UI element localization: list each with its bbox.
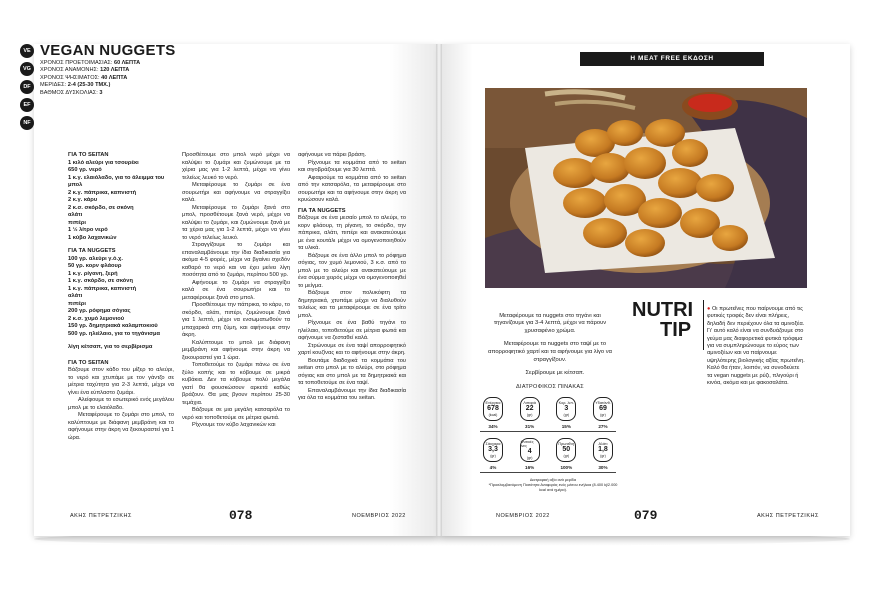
ingredient-line: 1 κιλό αλεύρι για τσουρέκι bbox=[68, 159, 139, 166]
nutrition-badge bbox=[483, 438, 503, 462]
nutrient-value: 4 bbox=[527, 448, 532, 455]
diet-badge: VG bbox=[20, 62, 34, 76]
ingredient-line: 2 κ.γ. πάπρικα, καπνιστή bbox=[68, 189, 137, 196]
ingredient-line: αλάτι bbox=[68, 293, 83, 299]
nutrition-cell bbox=[590, 397, 616, 429]
meta-label: ΜΕΡΙΔΕΣ: bbox=[40, 82, 67, 89]
meta-row bbox=[40, 82, 140, 89]
method-paragraph: Ρίχνουμε τα κομμάτια από το seitan και σιγοβράζουμε για 30 λεπτά. bbox=[298, 159, 406, 173]
method-paragraph: Βάζουμε σε ένα μεσαίο μπολ το αλεύρι, το κορν φλάουρ, τη ρίγανη, το σκόρδο, την πάπρικα, αλάτι, πιπέρι και ανακατεύουμε με ένα κουτάλι μέχρι να ομογενοποιηθούν τα υλικά. bbox=[298, 215, 406, 251]
nutrition-cell bbox=[590, 438, 616, 470]
method-paragraph: Στραγγίζουμε το ζυμάρι και επαναλαμβάνουμε την ίδια διαδικασία για ακόμα 4-5 φορές, μέχρι να βγαίνει σχεδόν καθαρό το νερό και να έχει μείνει λίγη ποσότητα από το ζυμάρι, περίπου 500 γρ. bbox=[182, 242, 290, 278]
ingredient-line: 2 κ.γ. κάρυ bbox=[68, 197, 98, 203]
method-paragraph: Μεταφέρουμε τα nuggets στο ταψί με το απορροφητικό χαρτί και τα αφήνουμε για λίγο να στραγγίξουν. bbox=[488, 341, 612, 363]
meta-value: 60 ΛΕΠΤΑ bbox=[114, 60, 141, 66]
meta-row bbox=[40, 75, 140, 82]
ingredient-line: 1 κ.γ. σκόρδο, σε σκόνη bbox=[68, 278, 133, 284]
ingredient-line: 1 ½ λίτρο νερό bbox=[68, 227, 108, 233]
page-number: 078 bbox=[229, 508, 253, 523]
nutrition-cell bbox=[480, 397, 506, 429]
nutrition-footnote bbox=[488, 478, 618, 493]
ingredient-line: αλάτι bbox=[68, 212, 83, 218]
nutrient-name: Αλάτι bbox=[598, 442, 608, 446]
method-paragraph: Αλείφουμε το εσωτερικό ενός μεγάλου μπολ με το ελαιόλαδο. bbox=[68, 397, 174, 411]
ingredients-column bbox=[68, 152, 174, 442]
footer-date: ΝΟΕΜΒΡΙΟΣ 2022 bbox=[496, 513, 550, 519]
method-paragraph: Βάζουμε στον κάδο του μίξερ το αλεύρι, το νερό και χτυπάμε με τον γάντζο σε μέτρια ταχύτητα για 2-3 λεπτά, μέχρι να γίνει ένα εύπλαστο ζυμάρι. bbox=[68, 367, 174, 396]
method-column-3 bbox=[298, 152, 406, 403]
footer-date: ΝΟΕΜΒΡΙΟΣ 2022 bbox=[352, 513, 406, 519]
method-paragraph: Βάζουμε σε ένα άλλο μπολ το ρόφημα σόγιας, τον χυμό λεμονιού, 3 κ.σ. από το μπολ με το αλεύρι και ανακατεύουμε με ένα σύρμα χειρός μέχρι να ομογενοποιηθεί το μείγμα. bbox=[298, 252, 406, 289]
method-paragraph: Ρίχνουμε τον κύβο λαχανικών και bbox=[192, 422, 276, 428]
method-paragraph: Μεταφέρουμε το ζυμάρι σε ένα σουρωτήρι και αφήνουμε να στραγγίξει καλά. bbox=[182, 182, 290, 203]
section-ribbon: Η MEAT FREE ΕΚΔΟΣΗ bbox=[580, 52, 764, 66]
meta-value: 120 ΛΕΠΤΑ bbox=[100, 67, 130, 74]
nuggets-photo-illustration bbox=[485, 88, 807, 288]
nutrition-divider bbox=[480, 472, 616, 473]
meta-label: ΒΑΘΜΟΣ ΔΥΣΚΟΛΙΑΣ: bbox=[40, 89, 98, 96]
method-paragraph: Σερβίρουμε με κέτσαπ. bbox=[525, 369, 585, 376]
section-heading: ΓΙΑ ΤΑ NUGGETS bbox=[298, 207, 346, 214]
nutrient-value: 69 bbox=[599, 405, 607, 412]
nutrient-unit: (gr) bbox=[600, 454, 606, 458]
meta-value: 40 ΛΕΠΤΑ bbox=[101, 74, 128, 81]
magazine-spine bbox=[436, 44, 442, 536]
method-paragraph: Επαναλαμβάνουμε την ίδια διαδικασία για όλα τα κομμάτια του seitan. bbox=[298, 387, 406, 401]
nutrient-unit: (gr) bbox=[600, 413, 606, 417]
nutrition-badge bbox=[520, 397, 540, 421]
nuggets-photo bbox=[485, 88, 807, 288]
meta-label: ΧΡΟΝΟΣ ΠΡΟΕΤΟΙΜΑΣΙΑΣ: bbox=[40, 60, 113, 66]
method-paragraph: αφήνουμε να πάρει βράση. bbox=[298, 152, 367, 158]
nutrient-percent: 30% bbox=[598, 465, 608, 470]
nutrient-percent: 27% bbox=[598, 424, 608, 429]
diet-badge: NF bbox=[20, 116, 34, 130]
ingredient-line: 1 κύβο λαχανικών bbox=[68, 234, 117, 241]
method-paragraph: Ρίχνουμε σε ένα βαθύ τηγάνι το ηλιέλαιο, τοποθετούμε σε μέτρια φωτιά και αφήνουμε να ζεσταθεί καλά. bbox=[298, 320, 406, 341]
nutrition-footnote-line: Διατροφική αξία ανά μερίδα bbox=[529, 478, 577, 482]
section-heading: ΓΙΑ ΤΟ SEITAN bbox=[68, 359, 109, 366]
nutrient-percent: 4% bbox=[489, 465, 497, 470]
diet-badge: DF bbox=[20, 80, 34, 94]
method-paragraph: Βουτάμε διαδοχικά τα κομμάτια του seitan στο μπολ με το αλεύρι, στο ρόφημα σόγιας και στο μπολ με τα δημητριακά και τα τοποθετούμε σε ένα ταψί. bbox=[298, 357, 406, 386]
ingredient-line: 1 κ.γ. ρίγανη, ξερή bbox=[68, 270, 118, 277]
nutrient-value: 50 bbox=[562, 446, 571, 453]
nutrition-badge bbox=[556, 397, 576, 421]
meta-row bbox=[40, 67, 140, 74]
nutrient-name: Σάκχαρα bbox=[485, 442, 501, 446]
ingredient-line: 1 κ.γ. ελαιόλαδο, για το άλειμμα του μπολ bbox=[68, 174, 165, 188]
diet-badge: EF bbox=[20, 98, 34, 112]
nutrient-percent: 16% bbox=[525, 465, 535, 470]
tip-title: TIP bbox=[660, 319, 692, 341]
method-block bbox=[298, 215, 406, 403]
ingredient-line: 50 γρ. κορν φλάουρ bbox=[68, 263, 122, 269]
meta-value: 2-4 (25-30 ΤΜΧ.) bbox=[67, 82, 111, 89]
footer-author: ΑΚΗΣ ΠΕΤΡΕΤΖΙΚΗΣ bbox=[70, 513, 132, 519]
nutrient-value: 678 bbox=[487, 405, 499, 412]
nutrient-value: 3 bbox=[564, 405, 569, 412]
nutrition-cell bbox=[517, 438, 543, 470]
ingredient-line: 1 κ.γ. πάπρικα, καπνιστή bbox=[68, 285, 137, 292]
ingredient-line: 2 κ.σ. χυμό λεμονιού bbox=[68, 315, 125, 322]
method-paragraph: Αφαιρούμε τα κομμάτια από το seitan από την κατσαρόλα, τα μεταφέρουμε στο σουρωτήρι και τα αφήνουμε στην άκρη να κρυώσουν καλά. bbox=[298, 174, 406, 203]
tip-body: Οι πρωτεΐνες που παίρνουμε από τις φυτικές τροφές δεν είναι πλήρεις, δηλαδή δεν περιέχουν όλα τα αμινοξέα. Γι' αυτό καλό είναι να συνδυάζουμε στο γεύμα μας διαφορετικά φυτικά τρόφιμα για να συμπληρώνουμε το εύρος των αμινοξέων και να παίρνουμε υψηλότερης βιολογικής αξίας πρωτεΐνη. Καλό θα ήταν, λοιπόν, να συνοδεύετε τα vegan nuggets με ρύζι, πλιγούρι ή κινόα, ακόμα και με φακοσαλάτα. bbox=[707, 306, 805, 387]
nutrient-name: Ενέργεια bbox=[485, 401, 501, 405]
nutrient-unit: (kcal) bbox=[488, 413, 498, 417]
method-paragraph: Μεταφέρουμε το ζυμάρι ξανά στο μπολ, προσθέτουμε ξανά νερό, μέχρι να καλύψει το ζυμάρι, και ζυμώνουμε ξανά με τα χέρια μας για 1-2 λεπτά, μέχρι να γίνει το νερό τελείως λευκό. bbox=[182, 204, 290, 241]
method-paragraph: Στρώνουμε σε ένα ταψί απορροφητικό χαρτί κουζίνας και το αφήνουμε στην άκρη. bbox=[298, 342, 406, 356]
nutrition-badge bbox=[593, 438, 613, 462]
section-heading: ΓΙΑ ΤΟ SEITAN bbox=[68, 152, 109, 158]
meta-value: 3 bbox=[99, 89, 103, 96]
nutrient-name: Λιπαρά bbox=[523, 401, 536, 405]
footer-author: ΑΚΗΣ ΠΕΤΡΕΤΖΙΚΗΣ bbox=[757, 513, 819, 519]
meta-label: ΧΡΟΝΟΣ ΑΝΑΜΟΝΗΣ: bbox=[40, 67, 99, 74]
ingredient-list bbox=[68, 160, 174, 243]
recipe-meta bbox=[40, 60, 140, 97]
ingredient-line: 200 γρ. ρόφημα σόγιας bbox=[68, 308, 131, 314]
nutrition-badge bbox=[520, 438, 540, 462]
page-number: 079 bbox=[634, 508, 658, 523]
nutrition-badge bbox=[556, 438, 576, 462]
ingredient-line: 2 κ.σ. σκόρδο, σε σκόνη bbox=[68, 204, 134, 211]
nutrition-badge bbox=[483, 397, 503, 421]
method-paragraph: Προσθέτουμε την πάπρικα, το κάρυ, το σκόρδο, αλάτι, πιπέρι, ζυμώνουμε ξανά για 1 λεπτό, μέχρι να ενσωματωθούν τα μπαχαρικά στη ζύμη, και αφήνουμε στην άκρη. bbox=[182, 302, 290, 338]
nutrition-row bbox=[480, 397, 616, 429]
meta-row bbox=[40, 60, 140, 67]
method-paragraph: Αφήνουμε το ζυμάρι να στραγγίξει καλά σε ένα σουρωτήρι και το μεταφέρουμε ξανά στο μπολ. bbox=[182, 279, 290, 301]
method-paragraph: Τοποθετούμε το ζυμάρι πάνω σε ένα ξύλο κοπής και το κόβουμε σε μικρά κυβάκια. Δεν τα κόβουμε πολύ μεγάλα γιατί θα φουσκώσουν αρκετά καθώς βράζουν. Θα μας βγουν περίπου 25-30 τεμάχια. bbox=[182, 362, 290, 406]
nutrient-name: Κορ. λιπ. bbox=[558, 401, 574, 405]
nutrition-cell bbox=[553, 438, 579, 470]
method-paragraph: Βάζουμε στον πολυκόφτη τα δημητριακά, χτυπάμε μέχρι να διαλυθούν τελείως και τα μεταφέρουμε σε ένα τρίτο μπολ. bbox=[298, 290, 406, 319]
nutrient-percent: 31% bbox=[525, 424, 535, 429]
method-block bbox=[298, 152, 406, 205]
nutrient-percent: 34% bbox=[488, 424, 498, 429]
ingredient-list bbox=[68, 256, 174, 339]
nutrition-footnote-line: *Προσλαμβανόμενη Ποσότητα Αναφοράς ενός μέσου ενήλικα (8.400 kj/2.000 kcal ανά ημέρα). bbox=[488, 483, 618, 492]
meta-row bbox=[40, 90, 140, 97]
ingredient-line: πιπέρι bbox=[68, 219, 86, 226]
nutrient-unit: (gr) bbox=[526, 413, 533, 417]
nutrient-name: Φυτικές ίνες bbox=[520, 440, 534, 448]
section-heading: ΓΙΑ ΤΑ NUGGETS bbox=[68, 248, 116, 254]
ingredient-line: 100 γρ. αλεύρι γ.ό.χ. bbox=[68, 255, 123, 262]
nutrient-value: 3,3 bbox=[488, 446, 498, 453]
nutrient-unit: (gr) bbox=[563, 413, 570, 417]
nutrition-cell bbox=[517, 397, 543, 429]
nutrition-cell bbox=[480, 438, 506, 470]
diet-badge: VE bbox=[20, 44, 34, 58]
tip-divider bbox=[703, 300, 704, 350]
method-paragraph: Μεταφέρουμε τα nuggets στο τηγάνι και τηγανίζουμε για 3-4 λεπτά, μέχρι να πάρουν χρυσαφένιο χρώμα. bbox=[493, 312, 607, 334]
nutrition-table bbox=[480, 397, 616, 479]
ingredient-line: 150 γρ. δημητριακά καλαμποκιού bbox=[68, 323, 158, 329]
nutri-title: NUTRI bbox=[632, 299, 694, 321]
nutrition-cell bbox=[553, 397, 579, 429]
ingredient-line: 500 γρ. ηλιέλαιο, για το τηγάνισμα bbox=[68, 330, 161, 337]
nutrient-percent: 100% bbox=[560, 465, 573, 470]
nutrient-unit: (gr) bbox=[490, 454, 496, 458]
nutrient-unit: (gr) bbox=[526, 456, 533, 460]
nutrient-value: 22 bbox=[525, 405, 534, 412]
nutrient-unit: (gr) bbox=[563, 454, 570, 458]
method-column-2 bbox=[182, 152, 290, 430]
nutrient-name: Υδατάνθ. bbox=[595, 401, 611, 405]
diet-badges bbox=[20, 44, 34, 134]
ingredient-line: πιπέρι bbox=[68, 300, 86, 307]
nutri-tip-text bbox=[707, 306, 805, 387]
method-paragraph: Καλύπτουμε το μπολ με διάφανη μεμβράνη και αφήνουμε στην άκρη να ξεκουραστεί για 1 ώρα. bbox=[182, 339, 290, 361]
method-paragraph: Μεταφέρουμε το ζυμάρι στο μπολ, το καλύπτουμε με διάφανη μεμβράνη και το αφήνουμε στην άκρη να ξεκουραστεί για 1 ώρα. bbox=[68, 412, 174, 441]
method-paragraph: Βάζουμε σε μια μεγάλη κατσαρόλα το νερό και τοποθετούμε σε μέτρια φωτιά. bbox=[182, 407, 290, 421]
nutrient-percent: 15% bbox=[561, 424, 571, 429]
serving-column bbox=[488, 307, 612, 383]
nutrient-value: 1,8 bbox=[598, 446, 608, 453]
recipe-title: VEGAN NUGGETS bbox=[40, 42, 176, 59]
method-paragraph: Προσθέτουμε στο μπολ νερό μέχρι να καλύψει το ζυμάρι και ζυμώνουμε με τα χέρια μας για 1-2 λεπτά, μέχρι να γίνει τελείως λευκό το νερό. bbox=[182, 152, 290, 181]
meta-label: ΧΡΟΝΟΣ ΨΗΣΙΜΑΤΟΣ: bbox=[40, 74, 100, 81]
ingredient-line: 650 γρ. νερό bbox=[68, 167, 102, 173]
nutrition-row bbox=[480, 438, 616, 470]
ingredient-extra: λίγη κέτσαπ, για το σερβίρισμα bbox=[68, 344, 153, 350]
nutrition-badge bbox=[593, 397, 613, 421]
nutrition-title: ΔΙΑΤΡΟΦΙΚΟΣ ΠΙΝΑΚΑΣ bbox=[516, 384, 584, 390]
bullet-dot-icon: ● bbox=[707, 306, 711, 312]
nutrient-name: Πρωτεΐνη bbox=[558, 442, 575, 446]
nutrition-divider bbox=[480, 431, 616, 432]
